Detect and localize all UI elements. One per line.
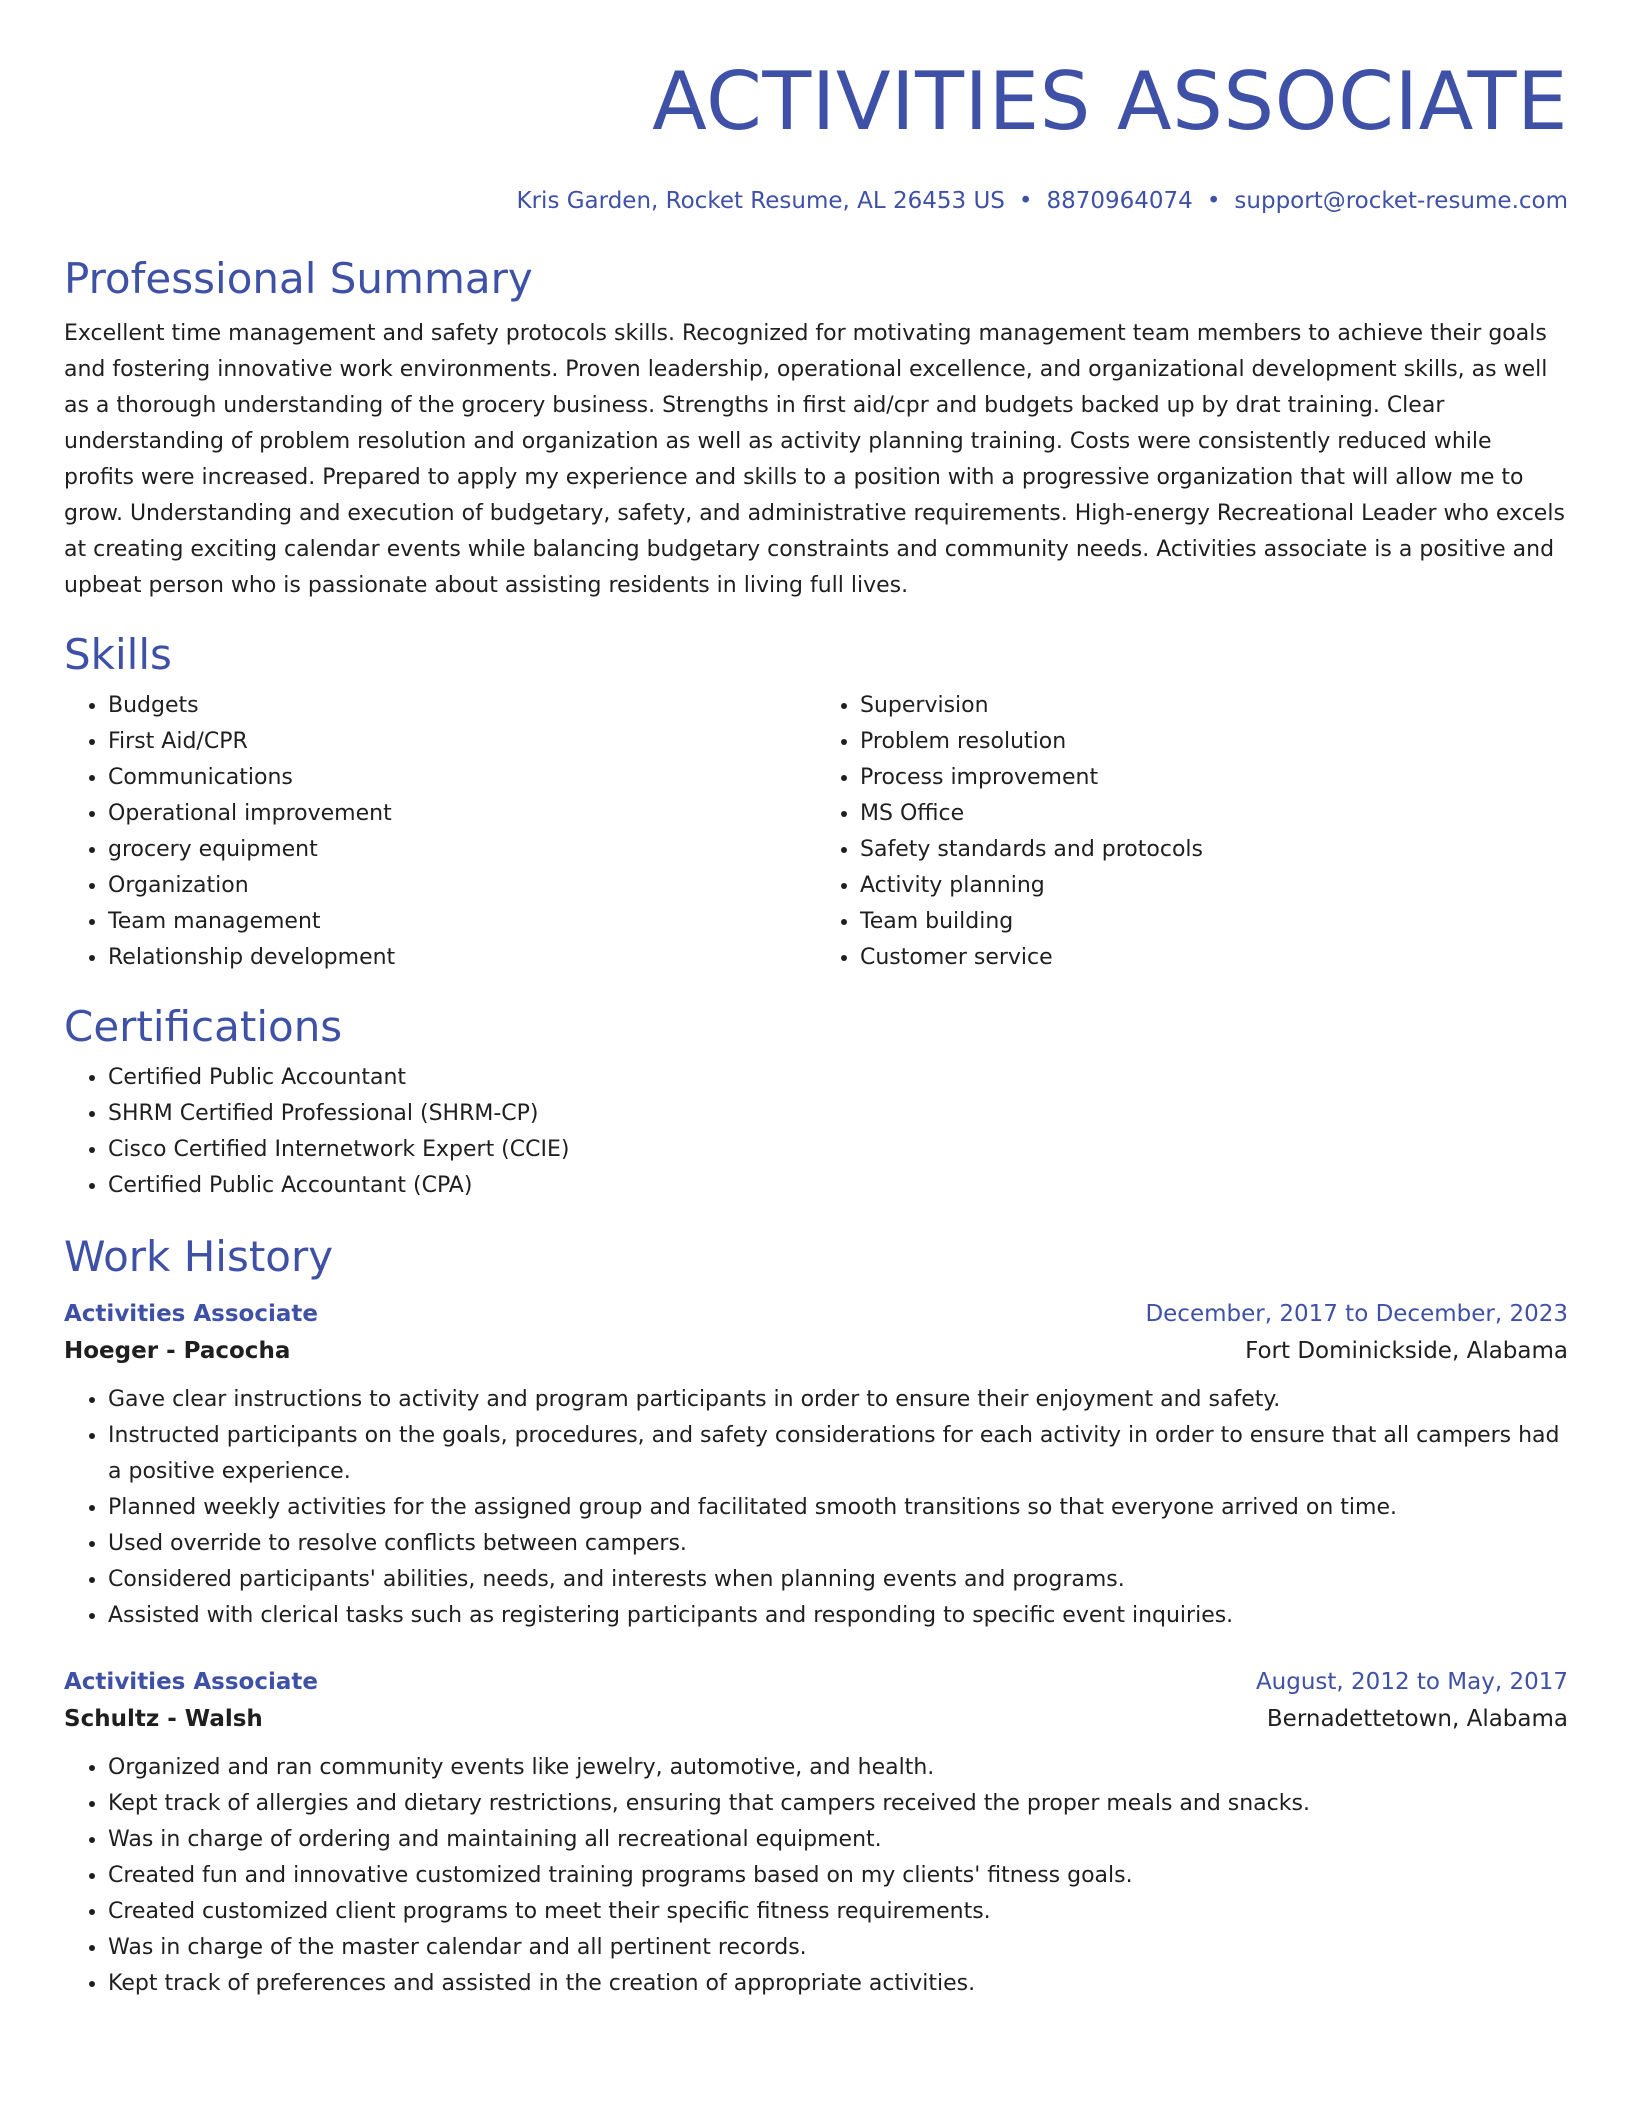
resume-header [64, 54, 1568, 216]
job-dates: December, 2017 to December, 2023 [1145, 1301, 1568, 1327]
skill-item: • Safety standards and protocols [860, 832, 1568, 868]
job-dates: August, 2012 to May, 2017 [1255, 1669, 1568, 1695]
contact-line [64, 186, 1568, 216]
skill-item: • First Aid/CPR [108, 724, 816, 760]
skill-item: • MS Office [860, 796, 1568, 832]
contact-separator: • [1018, 188, 1033, 214]
certifications-heading: Certifications [64, 1002, 343, 1051]
job-entry [64, 1664, 1568, 2002]
skill-item: • Supervision [860, 688, 1568, 724]
skill-item: • Operational improvement [108, 796, 816, 832]
contact-separator: • [1206, 188, 1221, 214]
job-title-row [64, 1664, 1568, 1700]
skills-list-right [816, 688, 1568, 976]
job-duty-item: • Gave clear instructions to activity and program participants in order to ensure their enjoyment and safety. [108, 1382, 1568, 1418]
certifications-list [64, 1060, 1568, 1204]
skills-heading: Skills [64, 630, 172, 679]
skill-item: • Relationship development [108, 940, 816, 976]
skill-item: • Process improvement [860, 760, 1568, 796]
skills-grid [64, 680, 1568, 976]
certifications-section [64, 1002, 1568, 1204]
contact-phone: 8870964074 [1046, 188, 1193, 214]
skill-item: • grocery equipment [108, 832, 816, 868]
contact-address: Kris Garden, Rocket Resume, AL 26453 US [516, 188, 1005, 214]
job-company: Schultz - Walsh [64, 1706, 263, 1732]
job-duty-item: • Kept track of allergies and dietary restrictions, ensuring that campers received the proper meals and snacks. [108, 1786, 1568, 1822]
job-entry [64, 1296, 1568, 1634]
certification-item: • Certified Public Accountant [108, 1060, 1568, 1096]
jobs-container [64, 1296, 1568, 2002]
skill-item: • Activity planning [860, 868, 1568, 904]
skill-item: • Communications [108, 760, 816, 796]
job-company-row [64, 1700, 1568, 1738]
job-title-row [64, 1296, 1568, 1332]
job-duty-item: • Was in charge of ordering and maintaining all recreational equipment. [108, 1822, 1568, 1858]
job-duty-item: • Created customized client programs to meet their specific fitness requirements. [108, 1894, 1568, 1930]
skills-list-left [64, 688, 816, 976]
job-company-row [64, 1332, 1568, 1370]
job-duty-item: • Instructed participants on the goals, procedures, and safety considerations for each activity in order to ensure that all campers had a positive experience. [108, 1418, 1568, 1490]
job-duty-item: • Planned weekly activities for the assigned group and facilitated smooth transitions so that everyone arrived on time. [108, 1490, 1568, 1526]
job-duties-list [64, 1750, 1568, 2002]
job-duties-list [64, 1382, 1568, 1634]
work-history-heading: Work History [64, 1232, 334, 1281]
job-company: Hoeger - Pacocha [64, 1338, 291, 1364]
skill-item: • Problem resolution [860, 724, 1568, 760]
job-duty-item: • Used override to resolve conflicts between campers. [108, 1526, 1568, 1562]
job-duty-item: • Created fun and innovative customized training programs based on my clients' fitness goals. [108, 1858, 1568, 1894]
summary-section [64, 254, 1568, 604]
skill-item: • Team building [860, 904, 1568, 940]
job-duty-item: • Was in charge of the master calendar and all pertinent records. [108, 1930, 1568, 1966]
job-location: Fort Dominickside, Alabama [1245, 1338, 1568, 1364]
certification-item: • Cisco Certified Internetwork Expert (CCIE) [108, 1132, 1568, 1168]
job-duty-item: • Organized and ran community events like jewelry, automotive, and health. [108, 1750, 1568, 1786]
job-title: ACTIVITIES ASSOCIATE [652, 55, 1568, 148]
job-duty-item: • Assisted with clerical tasks such as registering participants and responding to specific event inquiries. [108, 1598, 1568, 1634]
skills-section [64, 630, 1568, 976]
job-location: Bernadettetown, Alabama [1266, 1706, 1568, 1732]
skill-item: • Customer service [860, 940, 1568, 976]
skill-item: • Team management [108, 904, 816, 940]
summary-heading: Professional Summary [64, 254, 533, 303]
summary-text: Excellent time management and safety protocols skills. Recognized for motivating management team members to achieve their goals and fostering innovative work environments. Proven leadership, operational excellence, and organizational development skills, as well as a thorough understanding of the grocery business. Strengths in first aid/cpr and budgets backed up by drat training. Clear understanding of problem resolution and organization as well as activity planning training. Costs were consistently reduced while profits were increased. Prepared to apply my experience and skills to a position with a progressive organization that will allow me to grow. Understanding and execution of budgetary, safety, and administrative requirements. High-energy Recreational Leader who excels at creating exciting calendar events while balancing budgetary constraints and community needs. Activities associate is a positive and upbeat person who is passionate about assisting residents in living full lives. [64, 321, 1565, 598]
certification-item: • Certified Public Accountant (CPA) [108, 1168, 1568, 1204]
job-duty-item: • Considered participants' abilities, needs, and interests when planning events and programs. [108, 1562, 1568, 1598]
contact-email[interactable]: support@rocket-resume.com [1234, 188, 1568, 214]
job-position: Activities Associate [64, 1669, 318, 1695]
job-duty-item: • Kept track of preferences and assisted in the creation of appropriate activities. [108, 1966, 1568, 2002]
work-history-section [64, 1232, 1568, 2002]
job-position: Activities Associate [64, 1301, 318, 1327]
certification-item: • SHRM Certified Professional (SHRM-CP) [108, 1096, 1568, 1132]
skill-item: • Organization [108, 868, 816, 904]
skill-item: • Budgets [108, 688, 816, 724]
